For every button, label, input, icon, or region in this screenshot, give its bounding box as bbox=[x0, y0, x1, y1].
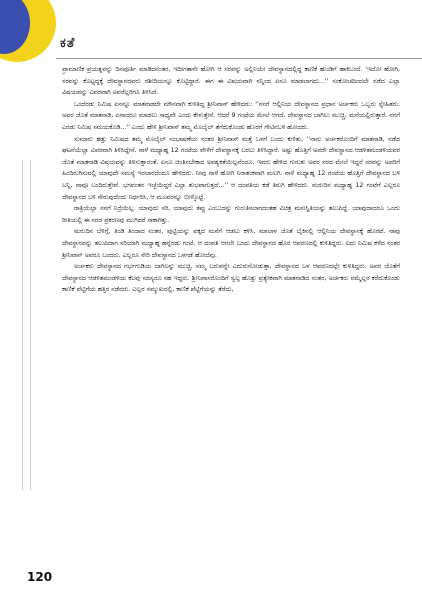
paragraph: ಸುಮಾರು ಹತ್ತು ನಿಮಿಷದ ತಮ್ಮ ಮೊಬೈಲ್ ಸಂಭಾಷಣೆಯ ನಂತರ ಶ್ರೀನಿವಾಸ್ ಮತ್ತೆ ಒಳಗೆ ಬಂದು ಕುಳಿತು, ''ನಾನು ಅರ್ಚಕರೊಂದಿಗೆ ಮಾತನಾಡಿ, ನಡೆದ ಘಟನೆಯೆಲ್ಲಾ ವಿವರವಾಗಿ ತಿಳಿಸಿದ್ದೇನೆ. ನಾಳೆ ಮಧ್ಯಾಹ್ನ 12 ಗಂಟೆಯ ವೇಳೆಗೆ ದೇವಸ್ಥಾನಕ್ಕೆ ಬರಲು ತಿಳಿಸಿದ್ದಾರೆ. ಅಷ್ಟು ಹೊತ್ತಿಗೆ ಅವರೇ ದೇವಸ್ಥಾನದ ಆಡಳಿತಮಂಡಳಿಯವರ ಜೊತೆ ಮಾತನಾಡಿ ವಿಷಯವನ್ನು ತಿಳಿಸುತ್ತಾರಂತೆ. ಏನೂ ಚಿಂತಿಸಬೇಕಾದ ಅವಶ್ಯಕತೆಯಿಲ್ಲವೆಂದೂ, ಇವರು ಹೇಳಿದ ಗುರುತು ಅವರ ಸರದ ಮೇಲೆ ಇದ್ದರೆ ಸರವನ್ನು ಅವರಿಗೆ ಹಿಂದಿರುಗಿಸುವಲ್ಲಿ ಯಾವುದೇ ಸಮಸ್ಯೆ ಇರಲಾರದೆಂದೂ ಹೇಳಿದರು. ನೀವು ನಾಳೆ ಹೋಗಿ ನಿರಾತಂಕವಾಗಿ ಮಲಗಿ. ನಾಳೆ ಮಧ್ಯಾಹ್ನ 12 ಗಂಟೆಯ ಹೊತ್ತಿಗೆ ದೇವಸ್ಥಾನದ ಬಳಿ ಬನ್ನಿ, ನಾವೂ ಬಂದಿರುತ್ತೇವೆ. ಭಗವಂತನ ಇಚ್ಛೆಯಿದ್ದರೆ ಎಲ್ಲಾ ಶುಭವಾಗುತ್ತದೆ...'' ಆ ದಂಪತಿಯ ಕಡೆ ತಿರುಗಿ ಹೇಳಿದರು. ಮರುದಿನ ಮಧ್ಯಾಹ್ನ 12 ಗಂಟೆಗೆ ಎಲ್ಲರೂ ದೇವಸ್ಥಾನದ ಬಳಿ ಸೇರುವುದೆಂದು ನಿರ್ಧರಿಸಿ, ಆ ಮೂವರನ್ನೂ ಬೀಳ್ಕೊಟ್ಟೆ. bbox=[62, 135, 400, 201]
margin-line bbox=[22, 160, 23, 490]
story-text bbox=[62, 64, 400, 296]
paragraph: ಮರುದಿನ ಬೆಳಿಗ್ಗೆ, ತಿಂಡಿ ತಿಂದಾದ ನಂತರ, ಪುಟ್ಟಿಯನ್ನು ಪಕ್ಕದ ಮನೆಗೆ ಆಡಲು ಕಳಿಸಿ, ಮಾಲಾಳ ಜೊತೆ ಬೈಕಿನಲ್ಲಿ ಆಲ್ಲಿನಿಯ ದೇವಸ್ಥಾನಕ್ಕೆ ಹೊರಟೆ. ನಾವು ದೇವಸ್ಥಾನವನ್ನು ತಲುಪಿದಾಗ ಸರಿಯಾಗಿ ಮಧ್ಯಾಹ್ನ ಹನ್ನೆರಡು ಗಂಟೆ. ಆ ದಂಪತಿ ಆಗಲೇ ಬಂದು ದೇವಸ್ಥಾನದ ಹೊರ ಆವರಣದಲ್ಲಿ ಕುಳಿತಿದ್ದರು. ಐದು ನಿಮಿಷ ಕಳೆದ ನಂತರ ಶ್ರೀನಿವಾಸ್ ಅವರೂ ಬಂದರು. ಎಲ್ಲರೂ ಸೇರಿ ದೇವಸ್ಥಾನದ ಒಳಗಡೆ ಹೋದೆವು. bbox=[62, 228, 400, 259]
page-number: 120 bbox=[27, 570, 53, 584]
paragraph: ಒಂದೆರಡು ನಿಮಿಷ ಏನನ್ನೂ ಮಾತನಾಡದೇ ಮೌನವಾಗಿ ಕುಳಿತಿದ್ದ ಶ್ರೀನಿವಾಸ್ ಹೇಳಿದರು: ''ನನಗೆ ಆಲ್ಲಿನಿಯ ದೇವಸ್ಥಾನದ ಪ್ರಧಾನ ಅರ್ಚಕರು ಒಬ್ಬರು ಸ್ನೇಹಿತರು. ಅವರ ಜೊತೆ ಮಾತನಾಡಿ, ಏನಾದರೂ ಮಾಡಲು ಸಾಧ್ಯವೇ ಎಂದು ಕೇಳುತ್ತೇನೆ. ಆದರೆ 9 ಗಂಟೆಯ ಮೇಲೆ ಆಗದೆ. ದೇವಸ್ಥಾನದ ಬಾಗಿಲು ಮುಚ್ಚಿ, ಮನೆಯಲ್ಲಿರುತ್ತಾರೆ. ನನಗೆ ಎರಡು ನಿಮಿಷ ಸಮಯಕೊಡಿ...'' ಎಂದು ಹೇಳಿ ಶ್ರೀನಿವಾಸ್ ತಮ್ಮ ಮೊಬೈಲ್ ತೆಗೆದುಕೊಂಡು ಹೊರಗೆ ಗೇಟಿನಬಳಿ ಹೋದರು. bbox=[62, 100, 400, 131]
margin-line bbox=[30, 160, 31, 490]
header-rule bbox=[56, 58, 422, 59]
paragraph: ಅರ್ಚಕರು ದೇವಸ್ಥಾನದ ಗರ್ಭಗುಡಿಯ ಬಾಗಿಲನ್ನು ಮುಚ್ಚಿ, ನಮ್ಮ ಬರುವನ್ನೇ ಎದುರುನೋಡುತ್ತಾ, ದೇವಸ್ಥಾನದ ಒಳ ಆವರಣದಲ್ಲೇ ಕುಳಿತಿದ್ದರು. ಅವರ ಜೊತೆಗೆ ದೇವಸ್ಥಾನದ ಆಡಳಿತಮಂಡಳಿಯ ಕೆಲವು ಸದಸ್ಯರೂ ಸಹ ಇದ್ದರು. ಶ್ರೀನಿವಾಸರೊಂದಿಗೆ ಸ್ವಲ್ಪ ಹೊತ್ತು ಪ್ರತ್ಯೇಕವಾಗಿ ಮಾತನಾಡಿದ ನಂತರ, ಅರ್ಚಕರು ನಮ್ಮೆಲ್ಲರ ಕರೆದುಕೊಂಡು ಕಾಣಿಕೆ ಪೆಟ್ಟಿಗೆಯ ಹತ್ತಿರ ನಡೆದರು. ಎಲ್ಲರ ಸಮ್ಮುಖದಲ್ಲಿ, ಕಾಣಿಕೆ ಪೆಟ್ಟಿಗೆಯನ್ನು ತೆರೆದು, bbox=[62, 263, 400, 294]
corner-decoration bbox=[0, 0, 56, 62]
paragraph: ಪ್ರಾಮಾಣಿಕ ಪ್ರಯತ್ನವನ್ನು ದಿನಪೂರ್ತಿ ಮಾಡಿದನಂತರ, ಇದೀಗತಾನೇ ಹೋಗಿ ಆ ಸರವನ್ನು ಅಲ್ಲಿನಿಯೇ ದೇವಸ್ಥಾನದಲ್ಲಿದ್ದ ಕಾಣಿಕೆ ಹುಂಡಿಗೆ ಹಾಕಿಬಂದೆ. 'ಇದೋ ಹೋಗಿ, ಸರವನ್ನು ಕೊಟ್ಟದ್ದಕ್ಕೆ ದೇವಸ್ಥಾನದವರು ರಶೀದಿಯನ್ನೂ ಕೊಟ್ಟಿದ್ದಾರೆ. ಈಗ ಈ ವಿಷಯವಾಗಿ ನನ್ನಿಂದ ಏನೂ ಮಾಡಲಾಗದು...'' ಸಂಕೋಚದಿಂದಲೇ ನಡೆದ ಎಲ್ಲಾ ವಿಷಯವನ್ನು ವಿವರವಾಗಿ ಅವರೆಲ್ಲರಿಗೂ ತಿಳಿಸಿದೆ. bbox=[62, 66, 400, 97]
section-label: ಕತೆ bbox=[60, 36, 76, 51]
paragraph: ರಾತ್ರಿಯೆಲ್ಲಾ ನನಗೆ ನಿದ್ರೆಯಿಲ್ಲ. ಯಾವುದು ಸರಿ, ಯಾವುದು ತಪ್ಪು ಎಂಬುದನ್ನು ಗುರುತಿಸಲಾಗದಂತಹ ವಿಚಿತ್ರ ಮನಃಸ್ಥಿತಿಯನ್ನು ತಲುಪಿದ್ದೆ. ಯಾವುದಾದರೂ ಒಂದು ರೀತಿಯಲ್ಲಿ ಈ ಸರದ ಪ್ರಕರಣವು ಮುಗಿದರೆ ಸಾಕಾಗಿತ್ತು. bbox=[62, 205, 400, 224]
